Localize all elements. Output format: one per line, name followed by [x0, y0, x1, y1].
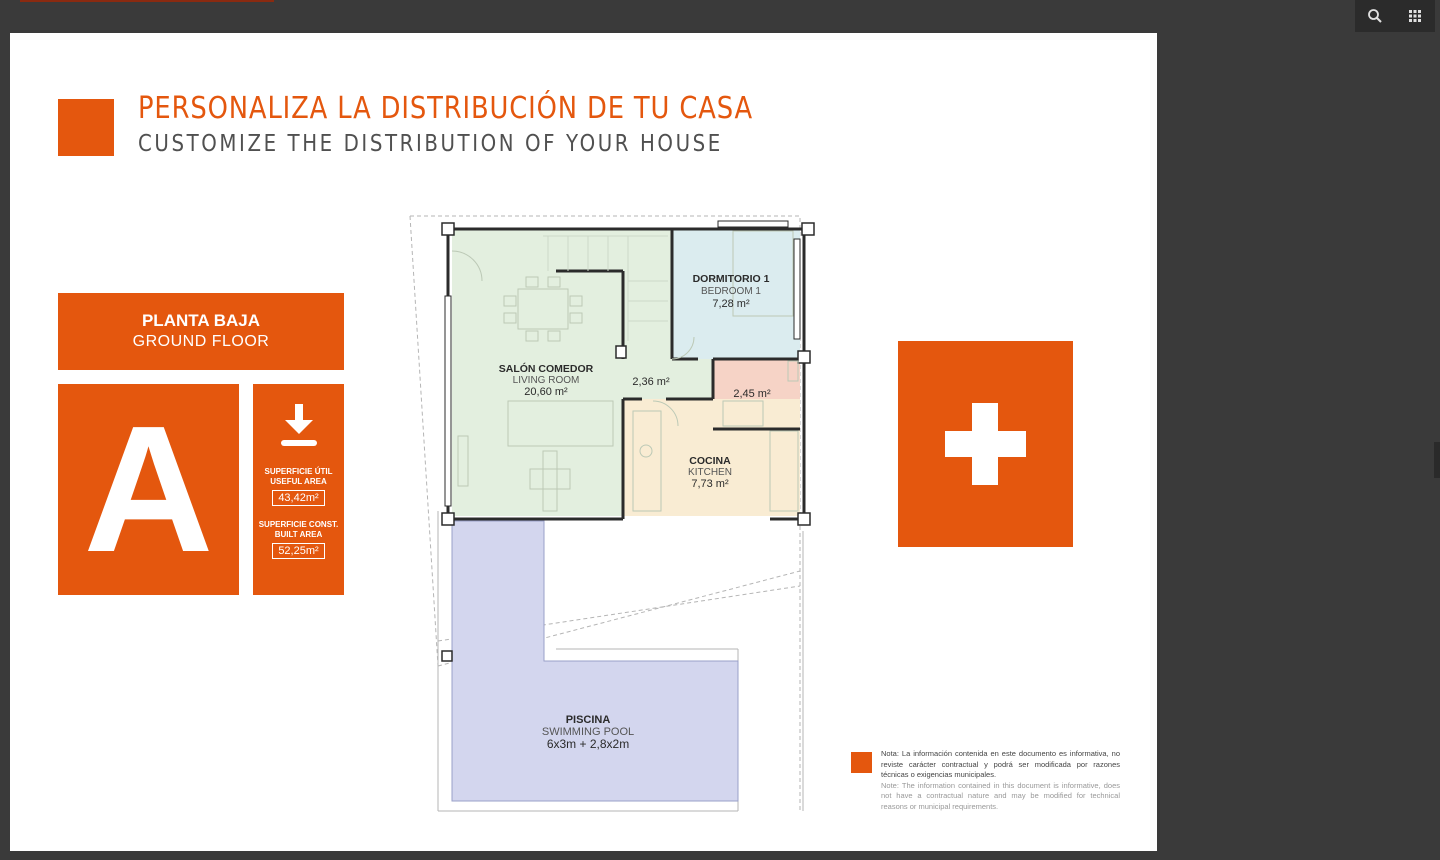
useful-area-block [253, 467, 344, 506]
kitchen-label-es: COCINA [689, 455, 731, 467]
useful-area-label-es: SUPERFICIE ÚTIL [264, 467, 333, 476]
thumbnails-button[interactable] [1395, 0, 1435, 32]
bathroom-area: 2,45 m² [733, 388, 771, 400]
built-area-block [253, 520, 344, 559]
floor-label-en: GROUND FLOOR [132, 333, 270, 350]
pool-label-es: PISCINA [565, 714, 611, 726]
area-summary-box [253, 384, 344, 595]
built-area-value: 52,25m² [272, 543, 324, 559]
useful-area-label-en: USEFUL AREA [270, 477, 327, 486]
bedroom-area: 7,28 m² [712, 298, 750, 310]
title-accent-square [58, 99, 114, 156]
search-icon [1367, 8, 1383, 24]
document-page [10, 33, 1157, 851]
download-icon [279, 404, 319, 448]
house-type-box [58, 384, 239, 595]
bedroom-label-es: DORMITORIO 1 [692, 273, 770, 285]
pool-fill [452, 521, 738, 801]
built-area-label-es: SUPERFICIE CONST. [258, 520, 339, 529]
plus-icon [898, 341, 1073, 547]
download-button[interactable] [253, 404, 344, 453]
grid-icon [1408, 9, 1422, 23]
pool-size: 6x3m + 2,8x2m [546, 737, 630, 751]
pool-label-en: SWIMMING POOL [541, 726, 635, 738]
bedroom-label-en: BEDROOM 1 [700, 286, 762, 297]
kitchen-area: 7,73 m² [691, 478, 729, 490]
disclaimer-es: Nota: La información contenida en este documento es informativa, no reviste carácter contractual y podrá ser modificada por razones técnicas o exigencias municipales. [881, 749, 1120, 779]
viewer-tab-indicator [20, 0, 274, 2]
scrollbar-thumb[interactable] [1434, 442, 1440, 478]
built-area-label-en: BUILT AREA [274, 530, 323, 539]
search-button[interactable] [1355, 0, 1395, 32]
note-accent-square [851, 752, 872, 773]
disclaimer-note [881, 749, 1120, 812]
disclaimer-en: Note: The information contained in this document is informative, does not have a contractual nature and may be modified for technical reasons or municipal requirements. [881, 780, 1120, 811]
floor-plan [408, 211, 828, 821]
kitchen-label-en: KITCHEN [688, 467, 732, 478]
expand-plan-button[interactable] [898, 341, 1073, 547]
house-type-letter: A [83, 388, 214, 590]
page-title-en: CUSTOMIZE THE DISTRIBUTION OF YOUR HOUSE [138, 131, 723, 157]
living-room-label-es: SALÓN COMEDOR [498, 363, 594, 375]
useful-area-value: 43,42m² [272, 490, 324, 506]
floor-label-es: PLANTA BAJA [141, 311, 261, 330]
living-room-label-en: LIVING ROOM [512, 375, 580, 386]
page-title-es: PERSONALIZA LA DISTRIBUCIÓN DE TU CASA [138, 91, 753, 126]
living-room-area: 20,60 m² [524, 386, 568, 398]
hall-area: 2,36 m² [632, 376, 670, 388]
floor-label-box [58, 293, 344, 370]
